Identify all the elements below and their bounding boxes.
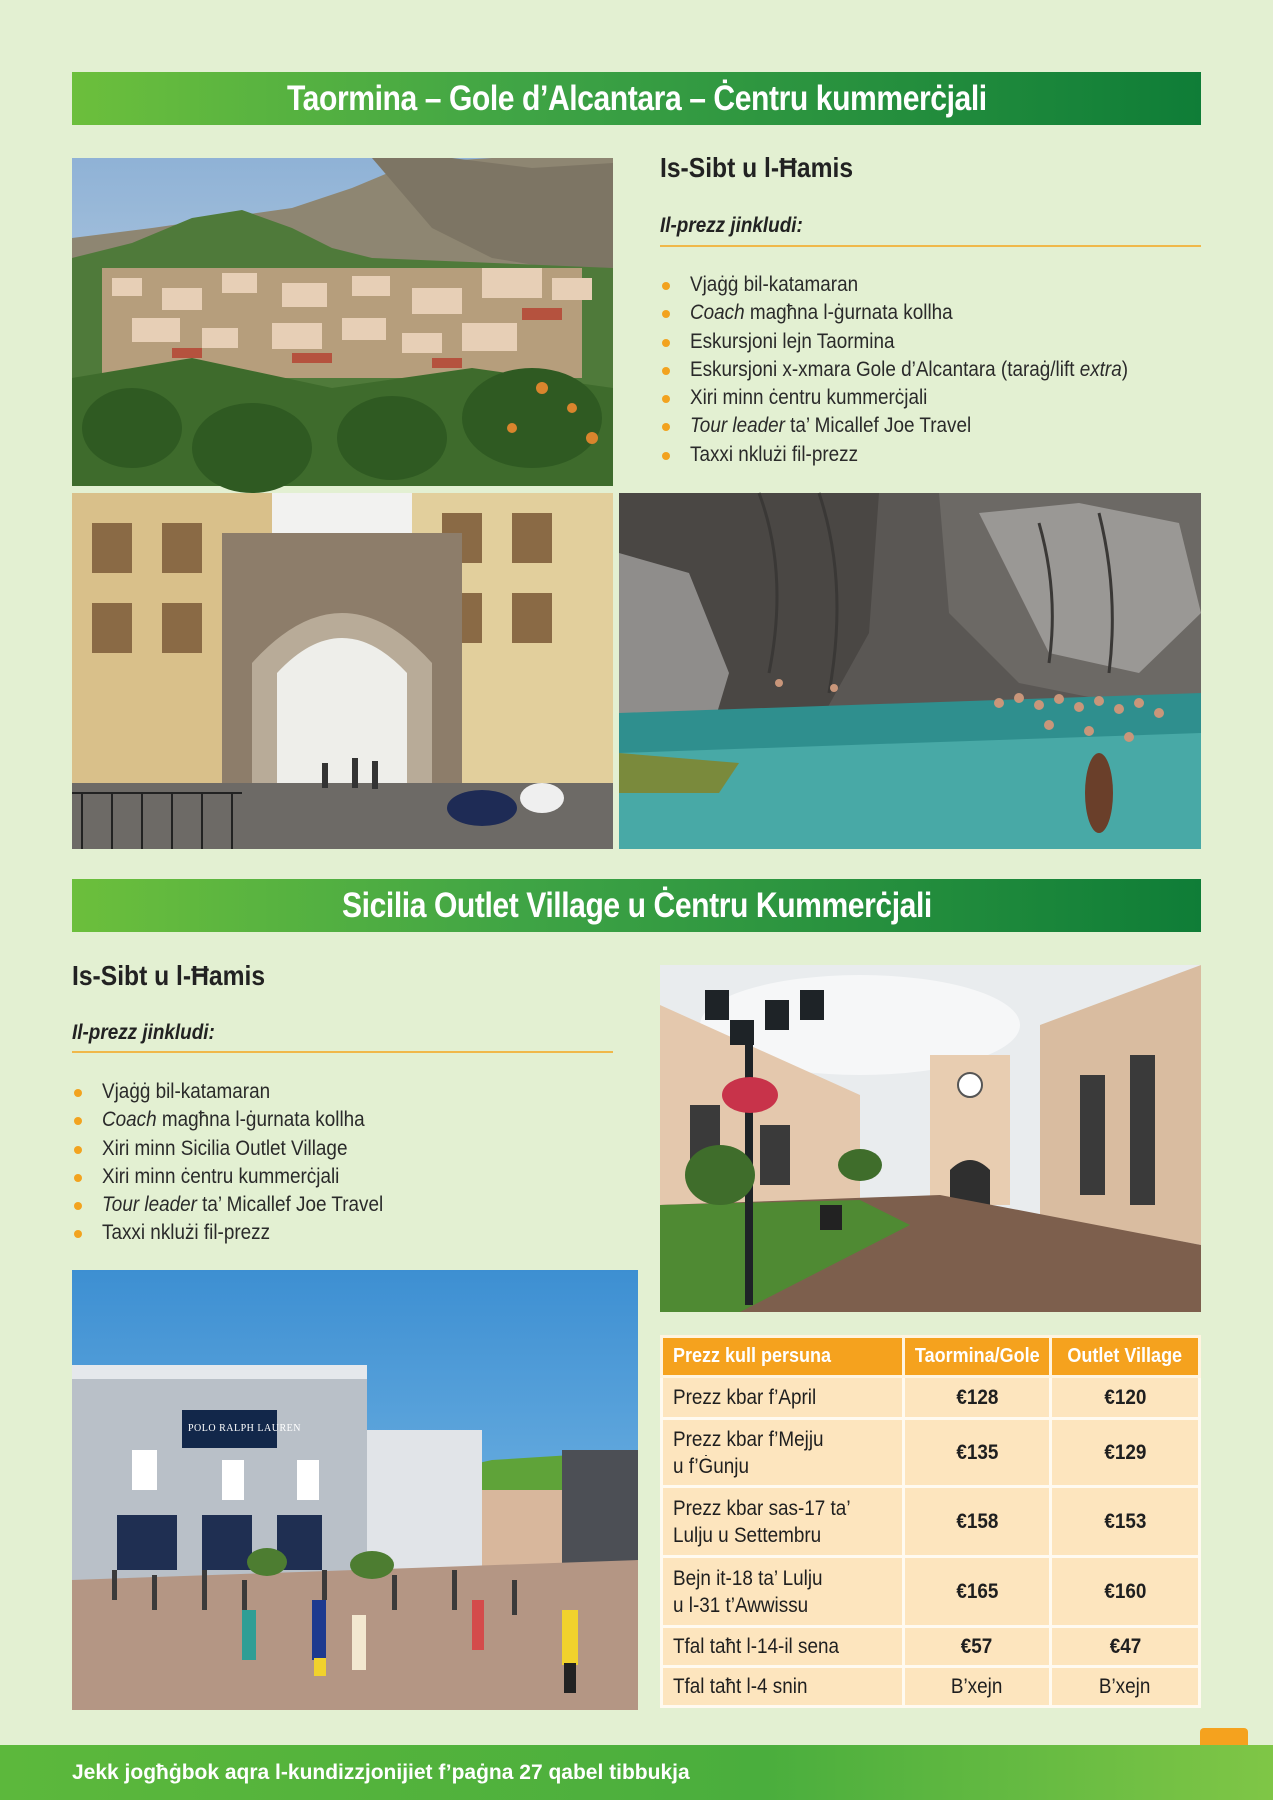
list-item: Coach magħna l-ġurnata kollha — [660, 299, 1177, 327]
section1-includes-list — [660, 271, 1177, 469]
table-row — [662, 1377, 1200, 1419]
section1-days: Is-Sibt u l-Ħamis — [660, 152, 854, 183]
price-outlet: B’xejn — [1051, 1667, 1200, 1707]
row-label: Prezz kbar f’Mejju u f’Ġunju — [662, 1419, 904, 1487]
price-taormina: €158 — [903, 1487, 1051, 1557]
list-item: Xiri minn ċentru kummerċjali — [660, 384, 1177, 412]
photo-taormina-hillside — [72, 158, 613, 486]
price-taormina: €57 — [903, 1627, 1051, 1667]
list-item: Taxxi nklużi fil-prezz — [660, 441, 1177, 469]
price-table-header — [662, 1337, 1200, 1377]
row-label: Tfal taħt l-4 snin — [662, 1667, 904, 1707]
price-table — [660, 1335, 1201, 1708]
section1-includes-label: Il-prezz jinkludi: — [660, 214, 803, 237]
list-item: Tour leader ta’ Micallef Joe Travel — [72, 1191, 414, 1219]
photo-taormina-archway — [72, 493, 613, 849]
price-taormina: €135 — [903, 1419, 1051, 1487]
price-taormina: €165 — [903, 1557, 1051, 1627]
list-item: Taxxi nklużi fil-prezz — [72, 1219, 414, 1247]
photo-outlet-square — [72, 1270, 638, 1710]
header-cell: Prezz kull persuna — [662, 1337, 904, 1377]
taormina-banner — [72, 72, 1201, 125]
table-row — [662, 1627, 1200, 1667]
header-cell: Taormina/Gole — [903, 1337, 1051, 1377]
row-label: Tfal taħt l-14-il sena — [662, 1627, 904, 1667]
section2-includes-list — [72, 1078, 414, 1248]
list-item: Eskursjoni x-xmara Gole d’Alcantara (taraġ/lift extra) — [660, 356, 1177, 384]
row-label: Bejn it-18 ta’ Lulju u l-31 t’Awwissu — [662, 1557, 904, 1627]
list-item: Tour leader ta’ Micallef Joe Travel — [660, 412, 1177, 440]
outlet-banner — [72, 879, 1201, 932]
table-row — [662, 1487, 1200, 1557]
table-row — [662, 1557, 1200, 1627]
row-label: Prezz kbar sas-17 ta’ Lulju u Settembru — [662, 1487, 904, 1557]
list-item: Vjaġġ bil-katamaran — [660, 271, 1177, 299]
list-item: Eskursjoni lejn Taormina — [660, 328, 1177, 356]
list-item: Xiri minn ċentru kummerċjali — [72, 1163, 414, 1191]
list-item: Vjaġġ bil-katamaran — [72, 1078, 414, 1106]
footer-notice: Jekk jogħġbok aqra l-kundizzjonijiet f’paġna 27 qabel tibbukja — [72, 1760, 690, 1784]
table-row — [662, 1419, 1200, 1487]
row-label: Prezz kbar f’April — [662, 1377, 904, 1419]
taormina-banner-title: Taormina – Gole d’Alcantara – Ċentru kummerċjali — [286, 78, 987, 118]
price-outlet: €129 — [1051, 1419, 1200, 1487]
table-row — [662, 1667, 1200, 1707]
price-outlet: €153 — [1051, 1487, 1200, 1557]
section1-divider — [660, 245, 1201, 247]
header-cell: Outlet Village — [1051, 1337, 1200, 1377]
price-outlet: €120 — [1051, 1377, 1200, 1419]
list-item: Xiri minn Sicilia Outlet Village — [72, 1135, 414, 1163]
photo-outlet-village-street — [660, 965, 1201, 1312]
section2-includes-label: Il-prezz jinkludi: — [72, 1021, 215, 1044]
section2-divider — [72, 1051, 613, 1053]
photo-alcantara-gorge — [619, 493, 1201, 849]
price-outlet: €47 — [1051, 1627, 1200, 1667]
price-taormina: B’xejn — [903, 1667, 1051, 1707]
section2-days: Is-Sibt u l-Ħamis — [72, 960, 266, 991]
price-taormina: €128 — [903, 1377, 1051, 1419]
list-item: Coach magħna l-ġurnata kollha — [72, 1106, 414, 1134]
footer-bar — [0, 1745, 1273, 1800]
price-outlet: €160 — [1051, 1557, 1200, 1627]
store-sign-text: POLO RALPH LAUREN — [188, 1423, 301, 1434]
outlet-banner-title: Sicilia Outlet Village u Ċentru Kummerċjali — [341, 885, 932, 925]
